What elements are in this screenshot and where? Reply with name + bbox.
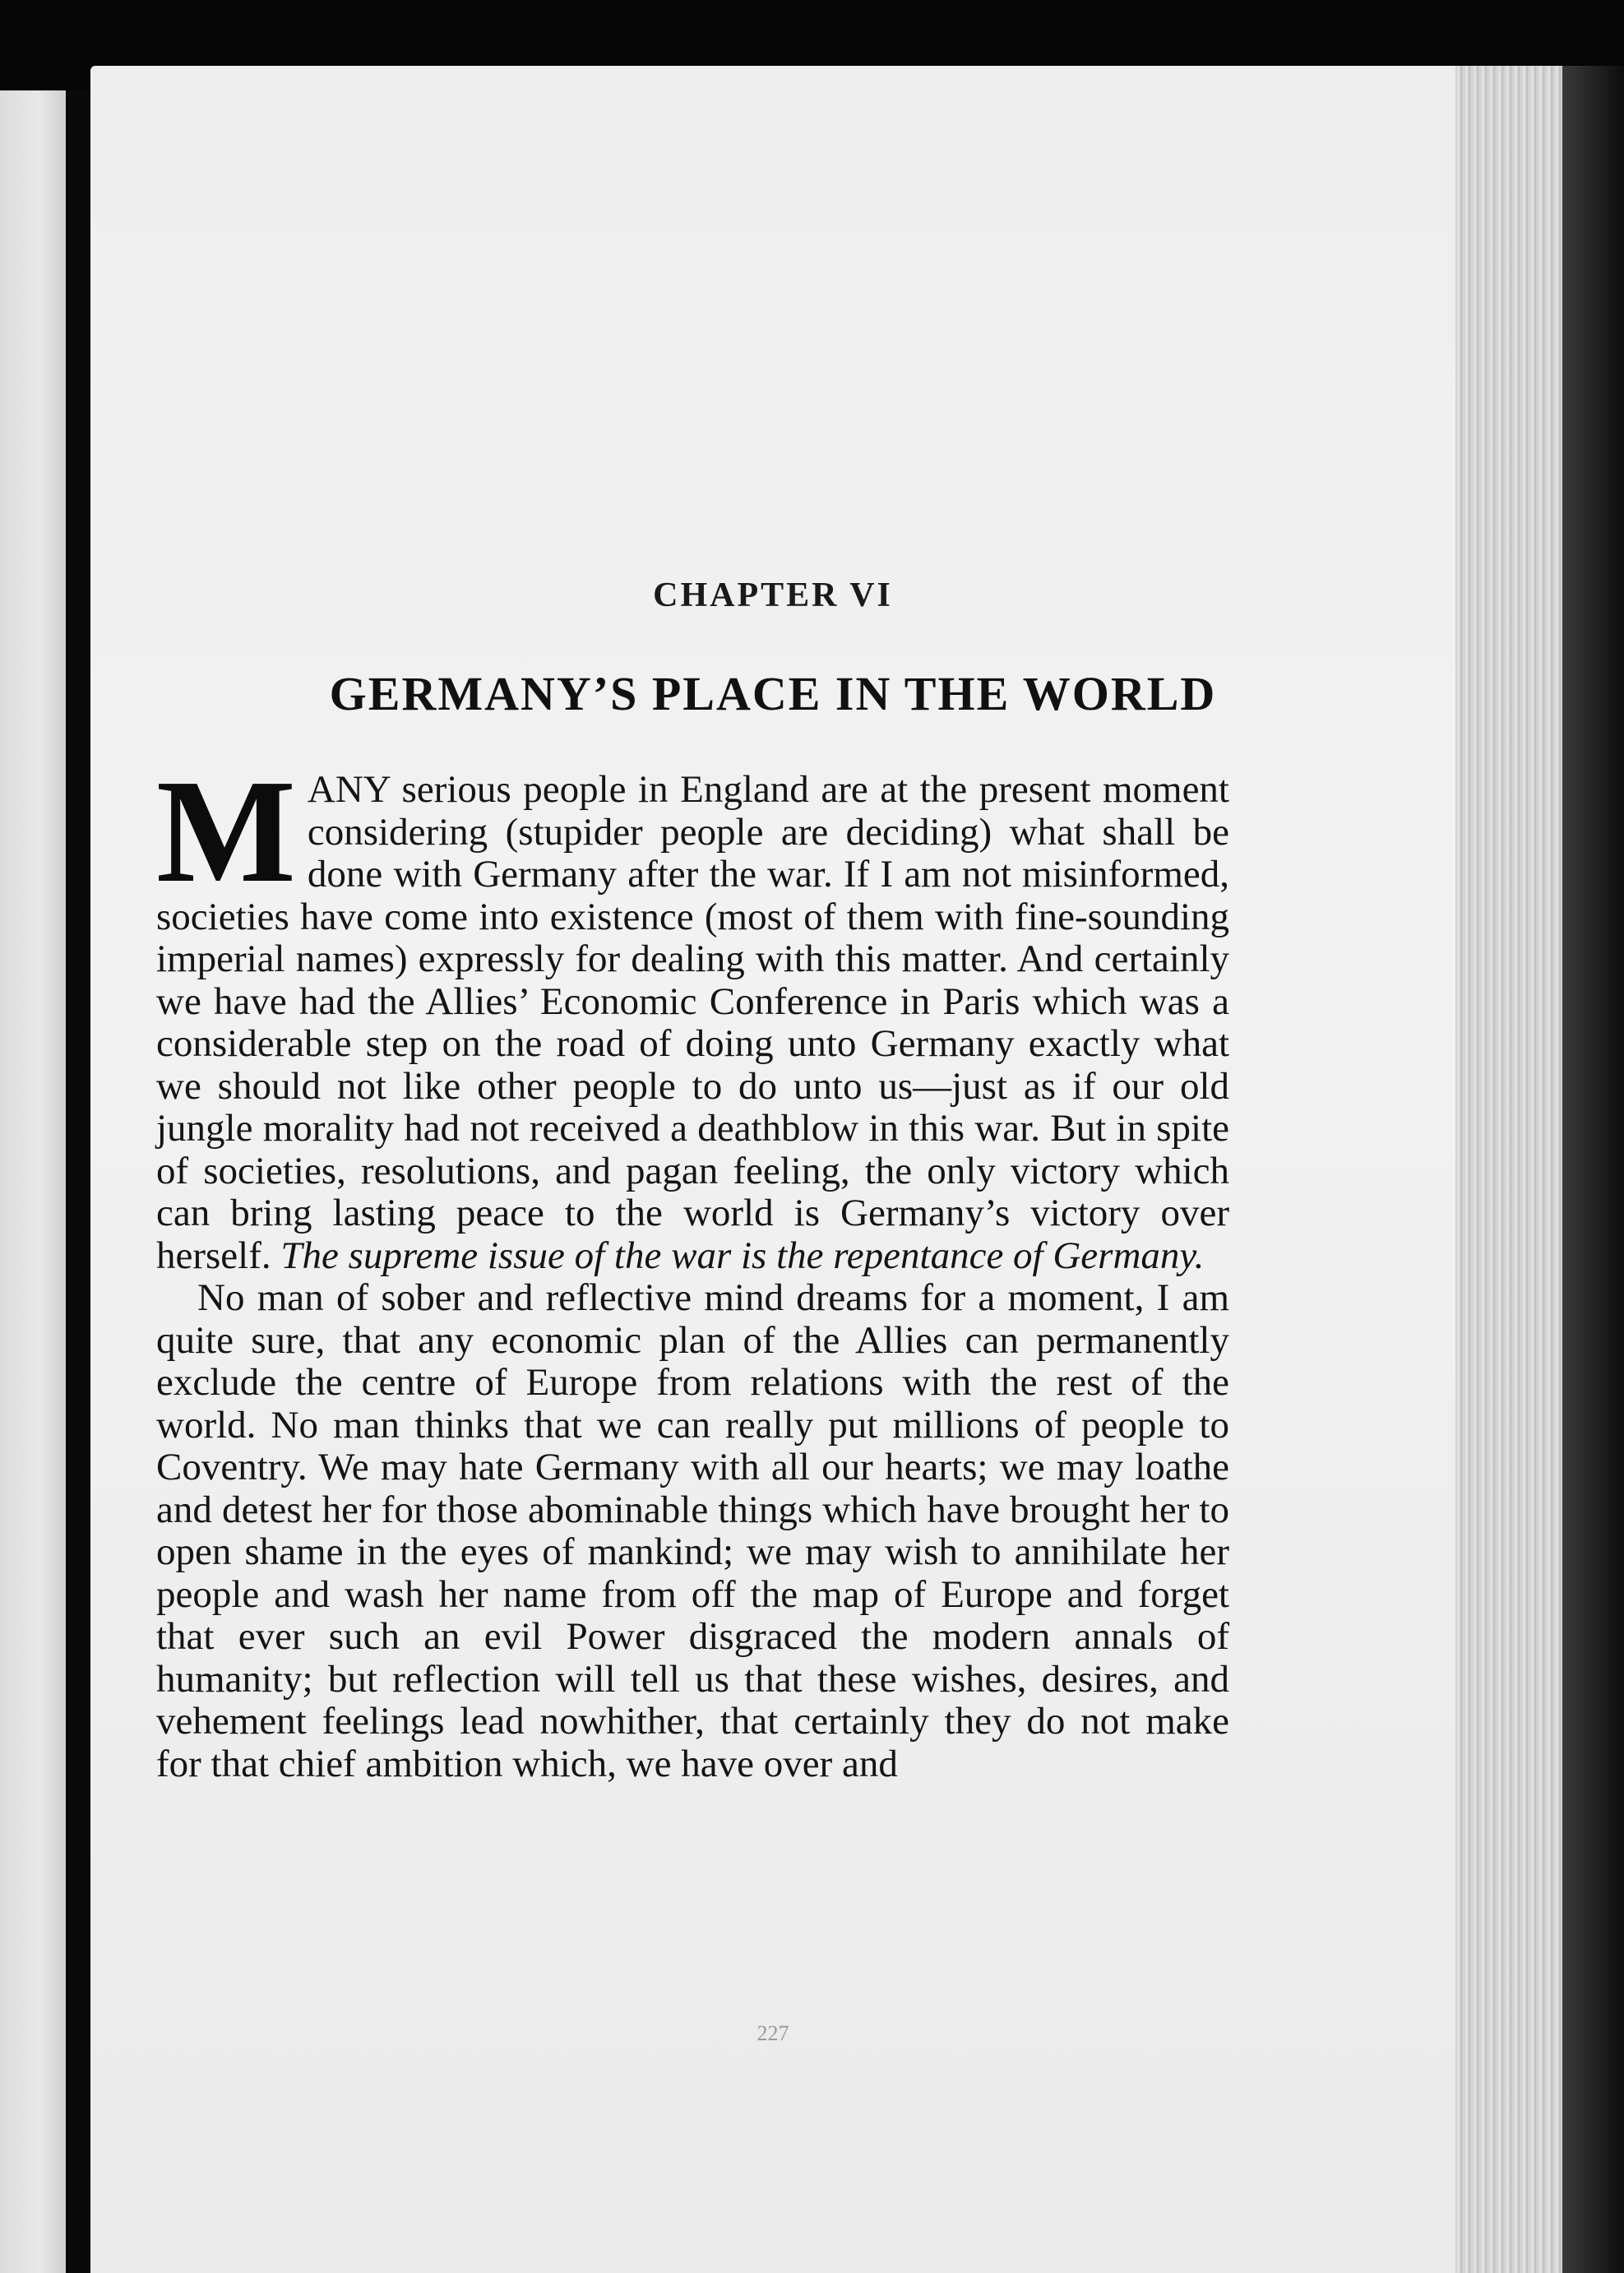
chapter-title: GERMANY’S PLACE IN THE WORLD: [329, 667, 1217, 720]
page-number: 227: [756, 2021, 789, 2045]
paragraph-1-italic: The supreme issue of the war is the repentance of Germany.: [280, 1234, 1205, 1277]
drop-cap: M: [156, 749, 296, 913]
chapter-body: [156, 749, 1229, 1785]
facing-page-edge: [0, 90, 66, 2273]
chapter-label: CHAPTER VI: [653, 576, 893, 614]
paragraph-2: No man of sober and reflective mind dreams for a moment, I am quite sure, that any economic plan of the Allies can permanently exclude the centre of Europe from relations with the rest of the world. No man thinks that we can really put millions of people to Coventry. We may hate Germany with all our hearts; we may loathe and detest her for those abominable things which have brought her to open shame in the eyes of mankind; we may wish to annihilate her people and wash her name from off the map of Europe and forget that ever such an evil Power disgraced the modern annals of humanity; but reflection will tell us that these wishes, desires, and vehement feelings lead nowhither, that certainly they do not make for that chief ambition which, we have over and: [156, 1276, 1229, 1785]
book-gutter: [69, 90, 90, 2273]
paragraph-1: [156, 749, 1229, 1277]
paragraph-1-text: ANY serious people in England are at the present moment considering (stupider people are deciding) what shall be done with Germany after the war. If I am not misinformed, societies have come into existence (most of them with fine-sounding imperial names) expressly for dealing with this matter. And certainly we have had the Allies’ Economic Conference in Paris which was a considerable step on the road of doing unto Germany exactly what we should not like other people to do unto us—just as if our old jungle morality had not received a deathblow in this war. But in spite of societies, resolutions, and pagan feeling, the only victory which can bring lasting peace to the world is Germany’s victory over herself.: [156, 768, 1229, 1277]
page-edges: [1455, 66, 1562, 2273]
binding-shadow: [1562, 66, 1624, 2273]
